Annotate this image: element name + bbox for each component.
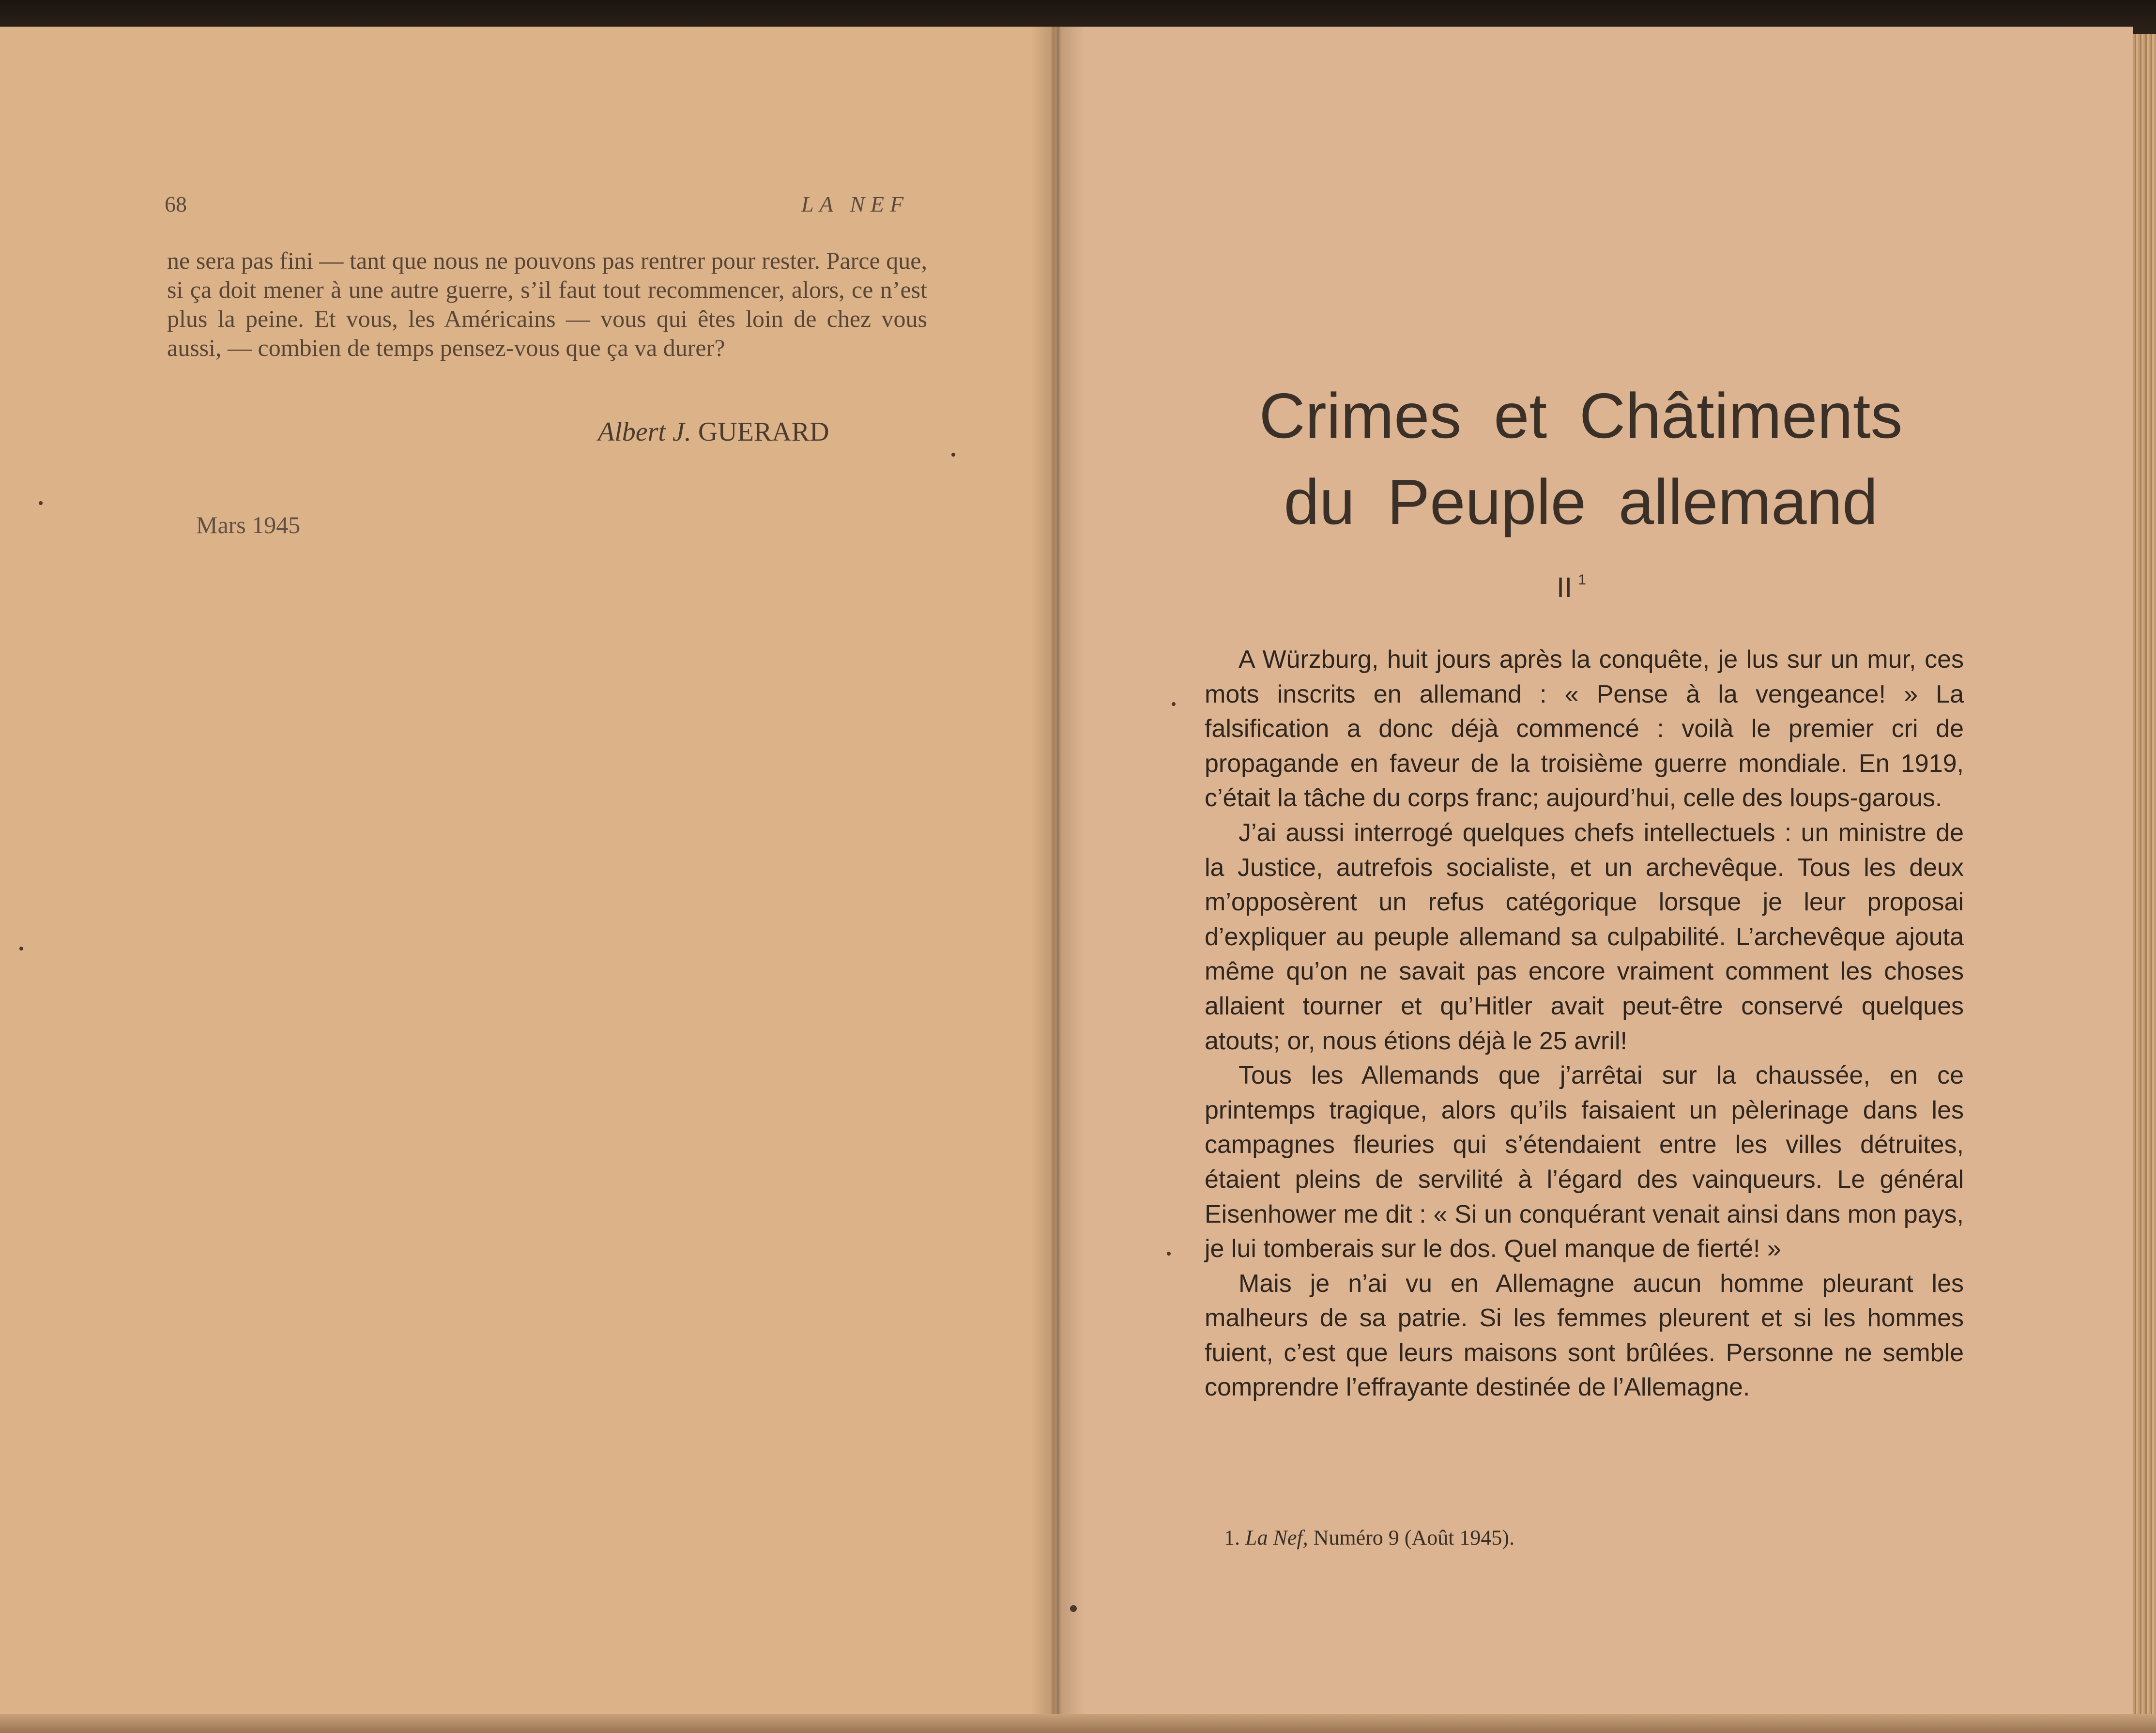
- title-line-2: du Peuple allemand: [1284, 466, 1878, 537]
- running-title: LA NEF: [801, 192, 910, 216]
- page-number: 68: [165, 192, 187, 216]
- footnote-text: Numéro 9 (Août 1945).: [1313, 1526, 1515, 1549]
- part-numeral: II: [1557, 572, 1573, 603]
- paper-speck: [19, 947, 23, 951]
- page-stack-edge: [2133, 34, 2156, 1733]
- author-signature: [598, 416, 829, 447]
- book-top-edge: [0, 0, 2156, 29]
- footnote-number: 1.: [1224, 1526, 1240, 1549]
- closing-paragraph: ne sera pas fini — tant que nous ne pouvons pas rentrer pour rester. Parce que, si ça doit mener à une autre guerre, s’il faut tout recommencer, alors, ce n’est plus la peine. Et vous, les Américains — vous qui êtes loin de chez vous aussi, — combien de temps pensez-vous que ça va durer?: [167, 247, 927, 361]
- title-line-1: Crimes et Châtiments: [1259, 380, 1903, 451]
- article-title: [1162, 373, 2000, 545]
- body-paragraph: J’ai aussi interrogé quelques chefs intellectuels : un ministre de la Justice, autrefois socialiste, et un archevêque. Tous les deux m’opposèrent un refus catégorique lorsque je leur proposai d’expliquer au peuple allemand sa culpabilité. L’archevêque ajouta même qu’on ne savait pas encore vraiment comment les choses allaient tourner et qu’Hitler avait peut-être conservé quelques atouts; or, nous étions déjà le 25 avril!: [1205, 818, 1964, 1055]
- part-number: [1557, 571, 1586, 604]
- paper-speck: [1172, 702, 1176, 706]
- footnote: [1224, 1525, 1514, 1550]
- article-date: Mars 1945: [196, 511, 301, 538]
- body-paragraph: Mais je n’ai vu en Allemagne aucun homme pleurant les malheurs de sa patrie. Si les femmes pleurent et si les hommes fuient, c’est que leurs maisons sont brûlées. Personne ne semble comprendre l’effrayante destinée de l’Allemagne.: [1205, 1269, 1964, 1402]
- body-paragraph: A Würzburg, huit jours après la conquête, je lus sur un mur, ces mots inscrits en allemand : « Pense à la vengeance! » La falsification a donc déjà commencé : voilà le premier cri de propagande en faveur de la troisième guerre mondiale. En 1919, c’était la tâche du corps franc; aujourd’hui, celle des loups-garous.: [1205, 645, 1964, 813]
- footnote-journal: La Nef,: [1245, 1526, 1308, 1549]
- footnote-marker: 1: [1578, 572, 1586, 588]
- paper-speck: [1167, 1252, 1171, 1256]
- author-first-name: Albert J.: [598, 417, 691, 447]
- book-bottom-edge: [0, 1714, 2156, 1733]
- book-gutter: [1031, 27, 1085, 1733]
- paper-speck: [1070, 1605, 1077, 1612]
- body-paragraph: Tous les Allemands que j’arrêtai sur la chaussée, en ce printemps tragique, alors qu’ils faisaient un pèlerinage dans les campagnes fleuries qui s’étendaient entre les villes détruites, étaient pleins de servilité à l’égard des vainqueurs. Le général Eisenhower me dit : « Si un conquérant venait ainsi dans mon pays, je lui tomberais sur le dos. Quel manque de fierté! »: [1205, 1061, 1964, 1263]
- paper-speck: [39, 501, 43, 505]
- paper-speck: [951, 453, 955, 457]
- author-last-name: GUERARD: [698, 417, 829, 447]
- article-body: [1205, 643, 1964, 1405]
